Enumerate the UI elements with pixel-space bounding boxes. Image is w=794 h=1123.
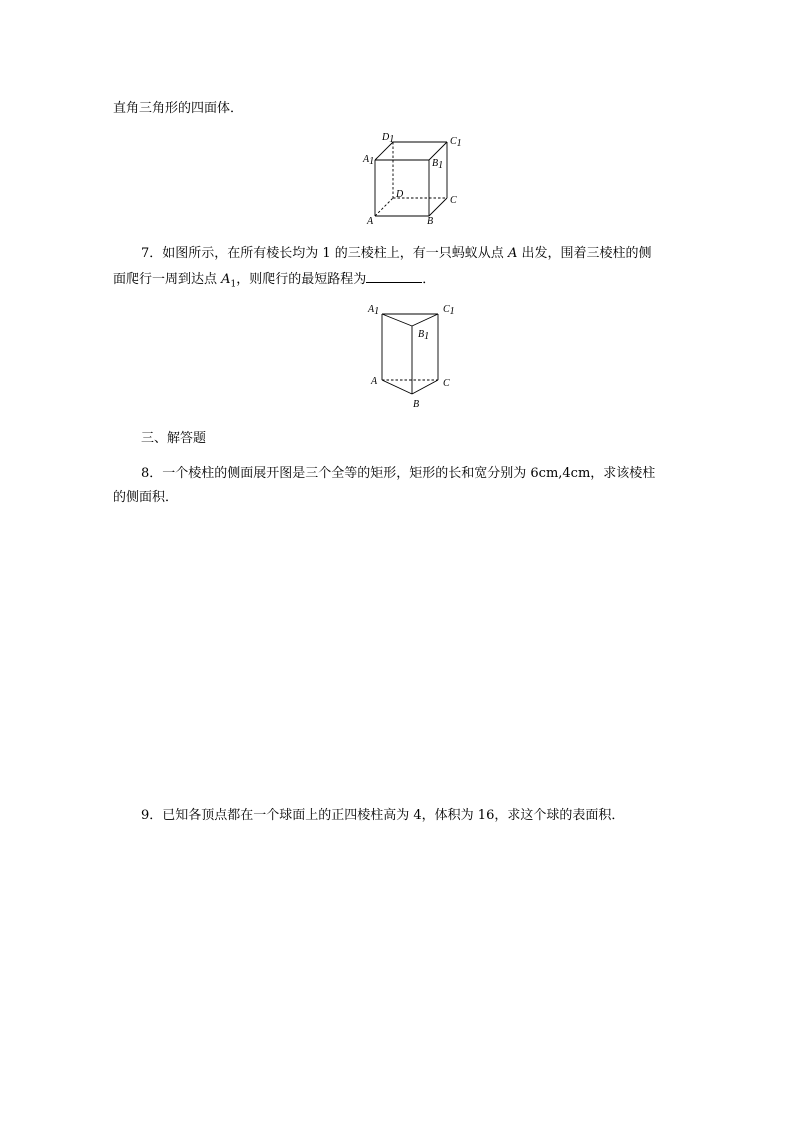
intro-text: 直角三角形的四面体． [113,101,244,116]
q7-line2: 面爬行一周到达点 $A_1$，则爬行的最短路程为 ． [113,272,436,290]
prism-figure [362,300,472,415]
q9-line1: 9．已知各顶点都在一个球面上的正四棱柱高为 4，体积为 16，求这个球的表面积． [141,808,625,823]
q8-line1: 8．一个棱柱的侧面展开图是三个全等的矩形，矩形的长和宽分别为 6cm,4cm，求该棱柱 [141,466,656,481]
prism-label-A1: A1 [368,304,380,317]
cube-label-D: D [396,189,404,200]
prism-label-A: A [371,376,378,387]
cube-label-B1: B1 [432,158,444,171]
prism-label-B: B [413,399,420,410]
cube-figure [355,128,495,228]
q8-line2: 的侧面积． [113,490,179,505]
section-heading: 三、解答题 [141,431,207,446]
cube-label-A: A [367,216,374,227]
q7-line1: 7．如图所示，在所有棱长均为 1 的三棱柱上，有一只蚂蚁从点 A 出发，围着三棱柱的侧 [141,246,652,261]
cube-label-A1: A1 [363,154,375,167]
cube-label-D1: D1 [382,132,395,145]
prism-label-C1: C1 [443,304,455,317]
cube-label-B: B [427,216,434,227]
prism-label-B1: B1 [418,329,430,342]
prism-label-C: C [443,378,450,389]
cube-label-C: C [450,195,457,206]
cube-label-C1: C1 [450,136,462,149]
answer-blank [366,270,422,283]
